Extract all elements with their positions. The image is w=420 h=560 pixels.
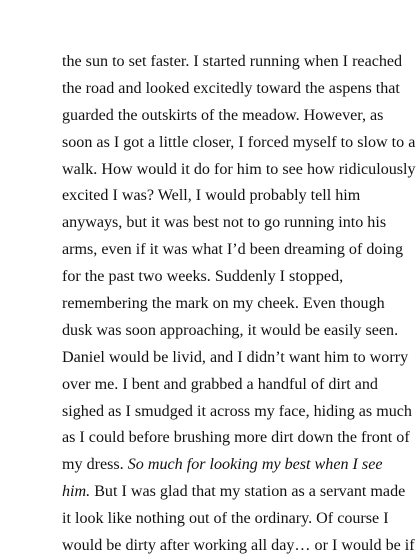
text-line: walk. How would it do for him to see how ridiculously — [62, 160, 416, 178]
text-line: excited I was? Well, I would probably tell him — [62, 187, 361, 205]
italic-text-segment: him. — [62, 483, 91, 501]
text-line: as I could before brushing more dirt down the front of — [62, 429, 410, 447]
text-line: over me. I bent and grabbed a handful of dirt and — [62, 375, 378, 393]
text-line: it look like nothing out of the ordinary. Of course I — [62, 510, 389, 528]
body-text — [62, 49, 416, 560]
text-line — [62, 479, 406, 506]
text-line: arms, even if it was what I’d been dreaming of doing — [62, 241, 403, 259]
italic-text-segment: So much for looking my best when I see — [127, 456, 383, 474]
text-line: soon as I got a little closer, I forced myself to slow to a — [62, 133, 416, 151]
text-line: Daniel would be livid, and I didn’t want him to worry — [62, 348, 409, 366]
text-segment: But I was glad that my station as a servant made — [90, 483, 406, 501]
text-line: dusk was soon approaching, it would be easily seen. — [62, 321, 399, 339]
text-line: for the past two weeks. Suddenly I stopped, — [62, 268, 344, 286]
text-line: would be dirty after working all day… or I would be if — [62, 537, 415, 555]
text-line: remembering the mark on my cheek. Even though — [62, 295, 385, 313]
text-line: anyways, but it was best not to go running into his — [62, 214, 387, 232]
text-line: the road and looked excitedly toward the aspens that — [62, 79, 400, 97]
text-segment: my dress. — [62, 456, 128, 474]
text-line: sighed as I smudged it across my face, hiding as much — [62, 402, 412, 420]
text-line: guarded the outskirts of the meadow. However, as — [62, 106, 384, 124]
text-line — [62, 452, 382, 479]
text-line: the sun to set faster. I started running when I reached — [62, 53, 403, 70]
